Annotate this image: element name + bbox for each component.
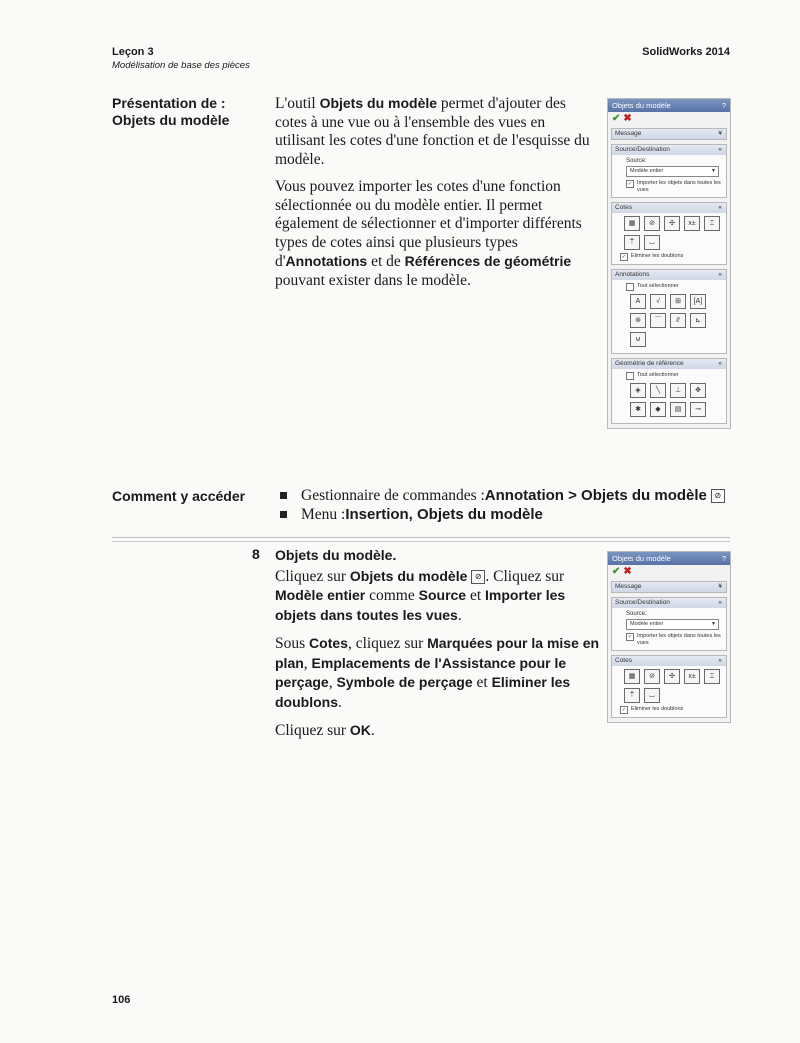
- chevron-down-icon[interactable]: ¥: [718, 583, 722, 590]
- geometry-group: Géométrie de référence « Tout sélectionner ◈ ╲ ⊥ ✥ ✱ ◆ ▤ ⊸: [611, 358, 727, 424]
- curve-icon[interactable]: ⊸: [690, 402, 706, 417]
- list-item: Gestionnaire de commandes : Annotation > Objets du modèle ⊘: [278, 486, 725, 505]
- select-all-geometry-checkbox[interactable]: Tout sélectionner: [626, 372, 722, 380]
- panel-title: Objets du modèle ?: [608, 552, 730, 565]
- chevron-up-icon[interactable]: «: [718, 599, 722, 606]
- datum-target-icon[interactable]: ⊛: [630, 313, 646, 328]
- weld-symbol-icon[interactable]: ⊾: [690, 313, 706, 328]
- chevron-up-icon[interactable]: «: [718, 657, 722, 664]
- source-select[interactable]: Modèle entier ▼: [626, 619, 719, 630]
- cosmetic-thread-icon[interactable]: ⫻: [670, 313, 686, 328]
- cancel-button[interactable]: ✖: [623, 113, 632, 124]
- cotes-group: Cotes « ▦ ⊘ ✣ x± ⌶ ⍑ ⌴ ✓ Eliminer les doublons: [611, 202, 727, 265]
- annotations-group: Annotations « Tout sélectionner A √ ⊞ [A] ⊛ ⌒ ⫻ ⊾ ⊎: [611, 269, 727, 354]
- hole-callout-icon[interactable]: ⌶: [704, 216, 720, 231]
- product-label: SolidWorks 2014: [642, 46, 730, 58]
- hole-wizard-icon[interactable]: ✣: [664, 669, 680, 684]
- help-icon[interactable]: ?: [721, 554, 726, 563]
- marked-dims-icon[interactable]: ▦: [624, 216, 640, 231]
- plane-icon[interactable]: ◈: [630, 383, 646, 398]
- model-items-panel-full: [607, 98, 731, 429]
- source-select[interactable]: Modèle entier ▼: [626, 166, 719, 177]
- chevron-up-icon[interactable]: «: [718, 271, 722, 278]
- ok-cancel-row: [608, 112, 730, 126]
- chevron-up-icon[interactable]: «: [718, 360, 722, 367]
- page-number: 106: [112, 994, 131, 1006]
- surface-icon[interactable]: ◆: [650, 402, 666, 417]
- step-number: 8: [252, 546, 260, 562]
- point-icon[interactable]: ✥: [690, 383, 706, 398]
- axis-icon[interactable]: ╲: [650, 383, 666, 398]
- step-title: Objets du modèle.: [275, 547, 397, 563]
- paragraph: L'outil Objets du modèle permet d'ajouter des cotes à une vue ou à l'ensemble des vues en utilisant les cotes d'une fonction et de l'esquisse du modèle.: [275, 95, 590, 168]
- model-items-icon: ⊘: [471, 570, 485, 584]
- hole-callout-icon[interactable]: ⌶: [704, 669, 720, 684]
- chamfer-icon[interactable]: ⌴: [644, 688, 660, 703]
- ok-button[interactable]: ✔: [612, 113, 621, 124]
- chevron-up-icon[interactable]: «: [718, 204, 722, 211]
- eliminate-duplicates-checkbox[interactable]: ✓ Eliminer les doublons: [621, 253, 684, 260]
- hole-symbol-icon[interactable]: ⍑: [624, 688, 640, 703]
- paragraph: Cliquez sur OK.: [275, 722, 375, 739]
- select-all-checkbox[interactable]: Tout sélectionner: [626, 283, 722, 291]
- step-body: [275, 546, 605, 750]
- source-group: Source/Destination « Source: Modèle entier ▼ ✓ Importer les objets dans toutes les vues: [611, 597, 727, 651]
- tolerance-icon[interactable]: x±: [684, 669, 700, 684]
- lesson-label: Leçon 3: [112, 46, 154, 58]
- paragraph: Cliquez sur Objets du modèle ⊘ . Cliquez sur Modèle entier comme Source et Importer les objets dans toutes les vues.: [275, 567, 566, 624]
- ok-button[interactable]: ✔: [612, 566, 621, 577]
- section-title-presentation: Présentation de : Objets du modèle: [112, 95, 230, 128]
- source-group: Source/Destination « Source: Modèle entier ▼ ✓ Importer les objets dans toutes les vues: [611, 144, 727, 198]
- chamfer-icon[interactable]: ⌴: [644, 235, 660, 250]
- import-all-checkbox[interactable]: ✓ Importer les objets dans toutes les vues: [627, 180, 721, 193]
- eliminate-duplicates-checkbox[interactable]: ✓ Eliminer les doublons: [621, 706, 684, 713]
- panel-title: Objets du modèle ?: [608, 99, 730, 112]
- cotes-group: Cotes « ▦ ⊘ ✣ x± ⌶ ⍑ ⌴ ✓ Eliminer les doublons: [611, 655, 727, 718]
- chevron-down-icon[interactable]: ¥: [718, 130, 722, 137]
- hole-callout2-icon[interactable]: ⊎: [630, 332, 646, 347]
- lesson-subtitle: Modélisation de base des pièces: [112, 60, 250, 71]
- ok-cancel-row: [608, 565, 730, 579]
- list-item: Menu : Insertion, Objets du modèle: [278, 505, 725, 524]
- model-items-panel-compact: [607, 551, 731, 723]
- section-body-presentation: [275, 94, 595, 299]
- section-divider: [112, 537, 730, 542]
- not-marked-icon[interactable]: ⊘: [644, 669, 660, 684]
- model-items-icon: ⊘: [711, 489, 725, 503]
- hole-wizard-icon[interactable]: ✣: [664, 216, 680, 231]
- access-bullets: [278, 486, 725, 524]
- center-of-mass-icon[interactable]: ✱: [630, 402, 646, 417]
- note-icon[interactable]: A: [630, 294, 646, 309]
- paragraph: Sous Cotes, cliquez sur Marquées pour la mise en plan, Emplacements de l'Assistance pour le perçage, Symbole de perçage et Eliminer les doublons.: [275, 635, 600, 711]
- help-icon[interactable]: ?: [721, 101, 726, 110]
- not-marked-icon[interactable]: ⊘: [644, 216, 660, 231]
- marked-dims-icon[interactable]: ▦: [624, 669, 640, 684]
- chevron-up-icon[interactable]: «: [718, 146, 722, 153]
- message-group[interactable]: Message ¥: [611, 581, 727, 593]
- weld-icon[interactable]: ⌒: [650, 313, 666, 328]
- running-header-left: [112, 46, 250, 72]
- route-icon[interactable]: ▤: [670, 402, 686, 417]
- message-group[interactable]: Message ¥: [611, 128, 727, 140]
- datum-icon[interactable]: [A]: [690, 294, 706, 309]
- tolerance-icon[interactable]: x±: [684, 216, 700, 231]
- surface-finish-icon[interactable]: √: [650, 294, 666, 309]
- origin-icon[interactable]: ⊥: [670, 383, 686, 398]
- paragraph: Vous pouvez importer les cotes d'une fonction sélectionnée ou du modèle entier. Il permet également de sélectionner et d'importer différents types de cotes ainsi que plusieurs types d'Annotations et de Références de géométrie pouvant exister dans le modèle.: [275, 178, 582, 289]
- geo-tolerance-icon[interactable]: ⊞: [670, 294, 686, 309]
- section-title-access: Comment y accéder: [112, 488, 246, 504]
- import-all-checkbox[interactable]: ✓ Importer les objets dans toutes les vues: [627, 633, 721, 646]
- hole-symbol-icon[interactable]: ⍑: [624, 235, 640, 250]
- cancel-button[interactable]: ✖: [623, 566, 632, 577]
